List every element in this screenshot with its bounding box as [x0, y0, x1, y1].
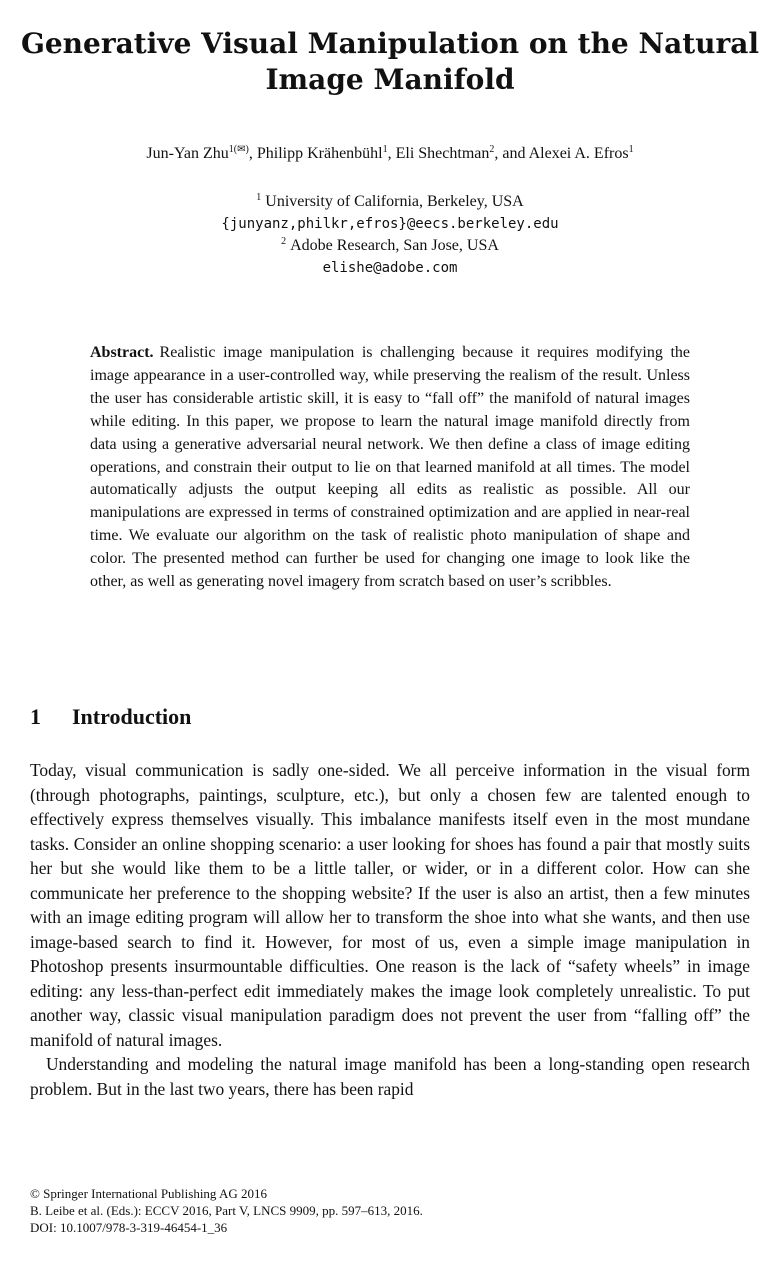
affiliation-text: University of California, Berkeley, USA	[265, 193, 524, 210]
abstract	[90, 342, 690, 594]
section-heading	[30, 702, 191, 732]
affiliation-2	[20, 235, 760, 257]
author-separator: ,	[387, 145, 396, 162]
affiliation-1	[20, 191, 760, 213]
affiliation-number: 1	[256, 192, 262, 203]
author-name: Eli Shechtman	[395, 145, 490, 162]
paper-title	[20, 26, 760, 98]
paper-title-line-2: Image Manifold	[265, 63, 515, 96]
author-list	[20, 143, 760, 165]
affiliation-1-email: {junyanz,philkr,efros}@eecs.berkeley.edu	[221, 216, 559, 232]
affiliations	[20, 191, 760, 279]
affiliation-2-email: elishe@adobe.com	[322, 260, 458, 276]
author-name: Alexei A. Efros	[528, 145, 629, 162]
abstract-text: Realistic image manipulation is challenging because it requires modifying the image appearance in a user-controlled way, while preserving the realism of the result. Unless the user has considerable artistic skill, it is easy to “fall off” the manifold of natural images while editing. In this paper, we propose to learn the natural image manifold directly from data using a generative adversarial neural network. We then define a class of image editing operations, and constrain their output to lie on that learned manifold at all times. The model automatically adjusts the output keeping all edits as realistic as possible. All our manipulations are expressed in terms of constrained optimization and are applied in near-real time. We evaluate our algorithm on the task of realistic photo manipulation of shape and color. The presented method can further be used for changing one image to look like the other, as well as generating novel imagery from scratch based on user’s scribbles.	[90, 344, 690, 591]
author-name: Jun-Yan Zhu	[146, 145, 229, 162]
body-paragraph: Understanding and modeling the natural image manifold has been a long-standing open research problem. But in the last two years, there has been rapid	[30, 1054, 750, 1099]
paper-title-line-1: Generative Visual Manipulation on the Natural	[20, 27, 760, 60]
section-number: 1	[30, 704, 41, 729]
author-separator: ,	[248, 145, 257, 162]
author-affiliation-marker: 1	[628, 144, 634, 155]
author-name: Philipp Krähenbühl	[256, 145, 383, 162]
copyright-line: © Springer International Publishing AG 2016	[30, 1186, 267, 1201]
affiliation-number: 2	[281, 236, 287, 247]
abstract-label: Abstract.	[90, 344, 154, 361]
citation-line: B. Leibe et al. (Eds.): ECCV 2016, Part V, LNCS 9909, pp. 597–613, 2016.	[30, 1203, 423, 1218]
affiliation-text: Adobe Research, San Jose, USA	[290, 237, 499, 254]
section-title: Introduction	[72, 704, 192, 729]
body-paragraph: Today, visual communication is sadly one-sided. We all perceive information in the visual form (through photographs, paintings, sculpture, etc.), but only a chosen few are talented enough to effectively express themselves visually. This imbalance manifests itself even in the most mundane tasks. Consider an online shopping scenario: a user looking for shoes has found a pair that mostly suits her but she would like them to be a little taller, or wider, or in a different color. How can she communicate her preference to the shopping website? If the user is also an artist, then a few minutes with an image editing program will allow her to transform the shoe into what she wants, and then use image-based search to find it. However, for most of us, even a simple image manipulation in Photoshop presents insurmountable difficulties. One reason is the lack of “safety wheels” in image editing: any less-than-perfect edit immediately makes the image look completely unrealistic. To put another way, classic visual manipulation paradigm does not prevent the user from “falling off” the manifold of natural images.	[30, 760, 750, 1050]
author-separator: , and	[494, 145, 529, 162]
doi-line: DOI: 10.1007/978-3-319-46454-1_36	[30, 1220, 228, 1235]
author-affiliation-marker: 1	[382, 144, 388, 155]
publication-footer	[30, 1185, 750, 1236]
author-affiliation-marker: 1(✉)	[228, 144, 249, 155]
body-text	[30, 758, 750, 1101]
author-affiliation-marker: 2	[489, 144, 495, 155]
